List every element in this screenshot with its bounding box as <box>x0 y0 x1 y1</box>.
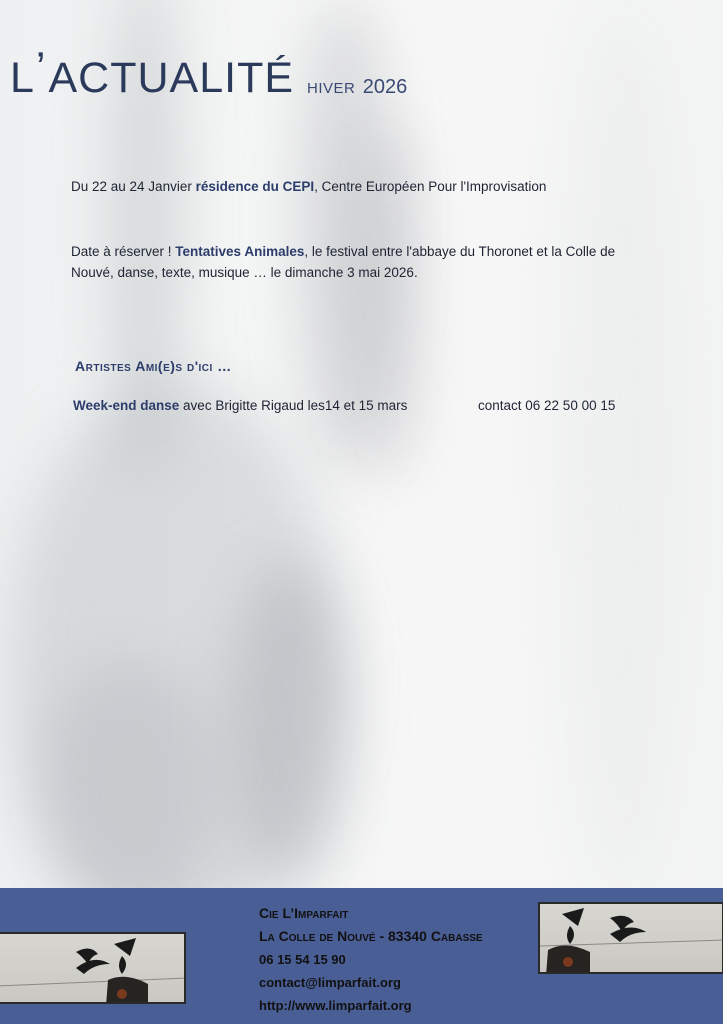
event-text: avec Brigitte Rigaud les14 et 15 mars <box>179 398 408 413</box>
news-item-cepi <box>71 176 671 197</box>
artists-heading: Artistes Ami(e)s d'ici … <box>75 358 232 374</box>
title-apostrophe: ’ <box>35 44 47 92</box>
news-highlight: Tentatives Animales <box>175 244 305 259</box>
curtain-shadow <box>360 120 420 480</box>
event-highlight: Week-end danse <box>73 398 180 413</box>
news-text: , le festival entre l'abbaye du Thoronet et la Colle de Nouvé, danse, texte, musique … le dimanche 3 mai 2026. <box>71 244 616 280</box>
season-year: 2026 <box>362 76 408 98</box>
bird-figure-picture-left <box>0 932 186 1004</box>
event-contact: contact 06 22 50 00 15 <box>478 398 616 413</box>
news-text: , Centre Européen Pour l'Improvisation <box>314 179 547 194</box>
season-label <box>307 76 407 99</box>
artist-event <box>73 398 407 413</box>
footer-email-link[interactable]: contact@limparfait.org <box>259 975 401 990</box>
title-main: ACTUALITÉ <box>48 54 295 102</box>
footer-phone[interactable]: 06 15 54 15 90 <box>259 952 346 967</box>
news-item-festival <box>71 241 651 283</box>
footer-website-link[interactable]: http://www.limparfait.org <box>259 998 412 1013</box>
bird-figure-icon <box>0 934 186 1004</box>
news-text: Du 22 au 24 Janvier <box>71 179 196 194</box>
bird-figure-picture-right <box>538 902 723 974</box>
page-title <box>10 44 295 103</box>
footer-company: Cie L’Imparfait <box>259 905 349 921</box>
bird-figure-icon <box>540 904 723 974</box>
news-text: Date à réserver ! <box>71 244 176 259</box>
title-prefix: L <box>10 54 35 102</box>
curtain-shadow <box>230 560 350 888</box>
footer-contact-block <box>259 902 483 1017</box>
season-name: HIVER <box>307 80 356 97</box>
footer-address: La Colle de Nouvé - 83340 Cabasse <box>259 928 483 944</box>
curtain-highlight <box>560 0 680 888</box>
news-highlight: résidence du CEPI <box>195 179 315 194</box>
